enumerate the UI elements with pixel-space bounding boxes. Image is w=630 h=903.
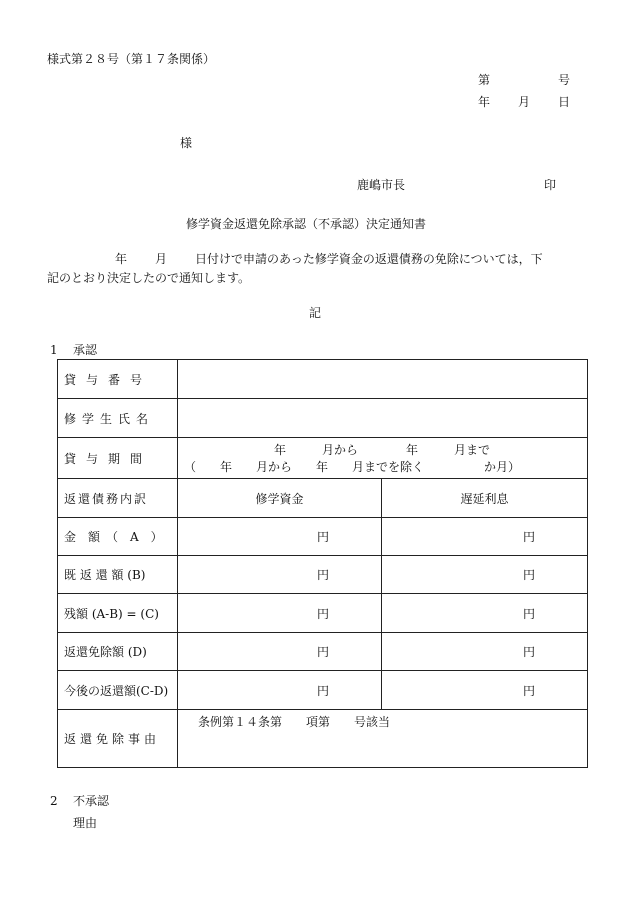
- amount-interest-yen: 円: [382, 518, 588, 556]
- table-row: [58, 633, 588, 671]
- amount-principal-yen: 円: [178, 518, 382, 556]
- body-year: 年: [115, 252, 128, 266]
- number-suffix: 号: [558, 73, 571, 87]
- interest-column-header: 遅延利息: [382, 479, 588, 518]
- seal-mark: 印: [544, 178, 557, 192]
- date-month: 月: [518, 95, 531, 109]
- document-title: 修学資金返還免除承認（不承認）決定通知書: [186, 217, 427, 231]
- remaining-label: 残額 (A-B) = (C): [58, 594, 178, 633]
- loan-period-value: 年 月から 年 月まで （ 年 月から 年 月までを除く か月）: [178, 438, 588, 479]
- addressee-suffix: 様: [180, 136, 193, 150]
- table-row: [58, 556, 588, 594]
- exempt-interest-yen: 円: [382, 633, 588, 671]
- issuer: 鹿嶋市長: [357, 178, 406, 192]
- repaid-interest-yen: 円: [382, 556, 588, 594]
- future-interest-yen: 円: [382, 671, 588, 710]
- body-line1: 日付けで申請のあった修学資金の返還債務の免除については，下: [195, 252, 543, 266]
- loan-number-value: [178, 360, 588, 399]
- table-row: [58, 594, 588, 633]
- student-name-value: [178, 399, 588, 438]
- exempt-label: 返還免除額 (D): [58, 633, 178, 671]
- table-row: [58, 710, 588, 768]
- table-row: [58, 438, 588, 479]
- remaining-principal-yen: 円: [178, 594, 382, 633]
- table-row: [58, 399, 588, 438]
- loan-period-label: 貸与期間: [58, 438, 178, 479]
- section1-number: 1: [50, 343, 58, 357]
- ki-mark: 記: [309, 306, 322, 320]
- date-day: 日: [558, 95, 571, 109]
- reason-label: 返還免除事由: [58, 710, 178, 768]
- table-row: [58, 479, 588, 518]
- remaining-interest-yen: 円: [382, 594, 588, 633]
- amount-label: 金 額 （ A ）: [58, 518, 178, 556]
- table-row: [58, 360, 588, 399]
- form-number: 様式第２８号（第１７条関係）: [47, 52, 216, 66]
- section2-reason: 理由: [73, 816, 98, 830]
- future-principal-yen: 円: [178, 671, 382, 710]
- number-prefix: 第: [478, 73, 491, 87]
- principal-column-header: 修学資金: [178, 479, 382, 518]
- reason-value: 条例第１４条第 項第 号該当: [178, 710, 588, 768]
- section2-number: 2: [50, 794, 58, 808]
- student-name-label: 修学生氏名: [58, 399, 178, 438]
- section1-heading: 承認: [73, 343, 98, 357]
- date-year: 年: [478, 95, 491, 109]
- table-row: [58, 518, 588, 556]
- repaid-label: 既 返 還 額 (B): [58, 556, 178, 594]
- approval-table: [57, 359, 588, 768]
- future-label: 今後の返還額(C-D): [58, 671, 178, 710]
- exempt-principal-yen: 円: [178, 633, 382, 671]
- table-row: [58, 671, 588, 710]
- loan-number-label: 貸与番号: [58, 360, 178, 399]
- section2-heading: 不承認: [73, 794, 110, 808]
- breakdown-label: 返還債務内訳: [58, 479, 178, 518]
- body-line2: 記のとおり決定したので通知します。: [47, 271, 251, 285]
- repaid-principal-yen: 円: [178, 556, 382, 594]
- body-month: 月: [155, 252, 168, 266]
